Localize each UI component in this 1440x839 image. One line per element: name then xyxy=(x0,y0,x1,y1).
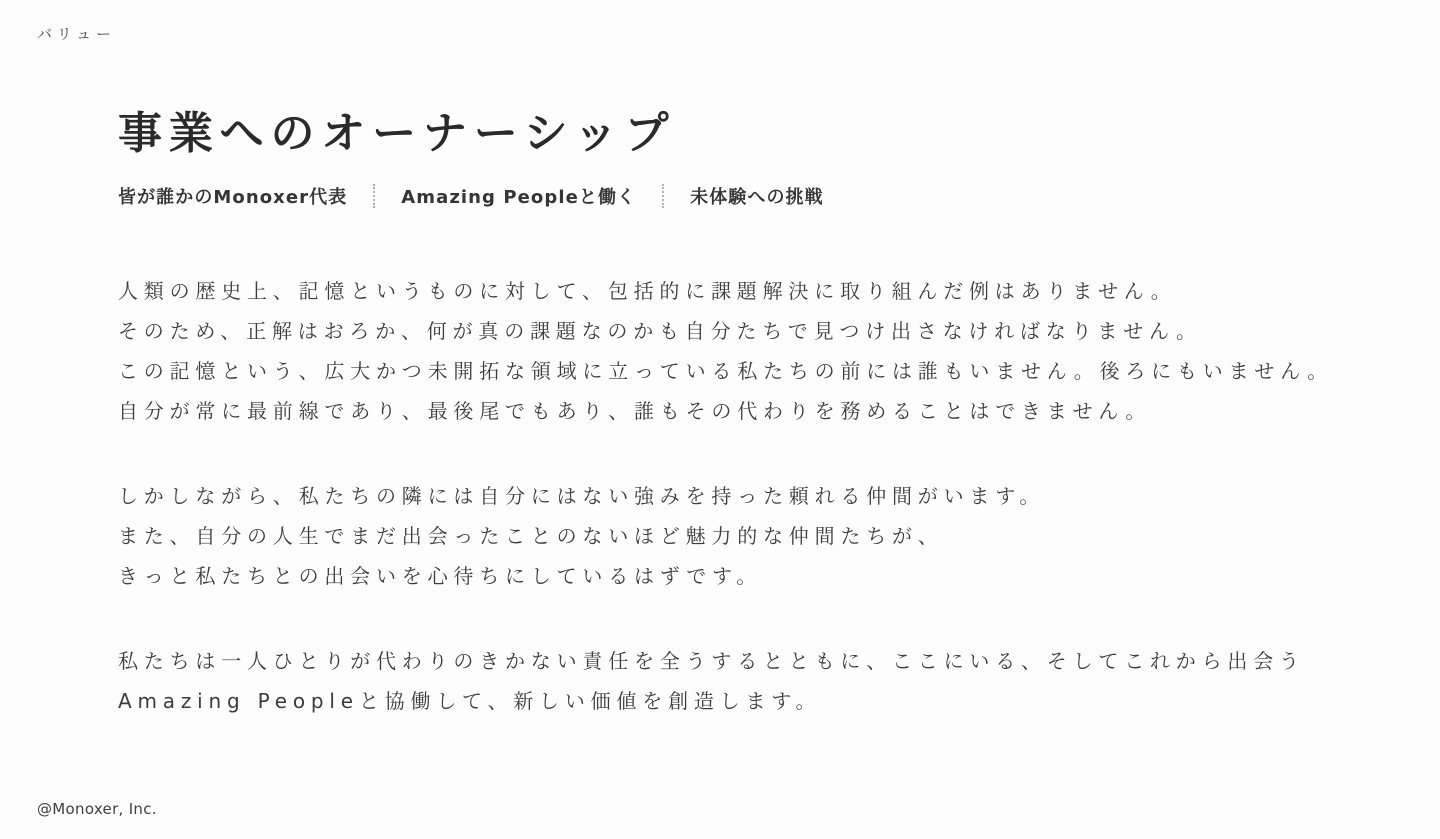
dotted-divider xyxy=(373,184,375,208)
body-line: Amazing Peopleと協働して、新しい価値を創造します。 xyxy=(118,689,822,713)
body-line: 人類の歴史上、記憶というものに対して、包括的に課題解決に取り組んだ例はありません。 xyxy=(118,279,1177,303)
body-line: きっと私たちとの出会いを心待ちにしているはずです。 xyxy=(118,564,762,588)
body-line: 私たちは一人ひとりが代わりのきかない責任を全うするとともに、ここにいる、そしてこれから出会う xyxy=(118,649,1305,673)
paragraph-2 xyxy=(118,476,1408,596)
body-line: そのため、正解はおろか、何が真の課題なのかも自分たちで見つけ出さなければなりません。 xyxy=(118,319,1202,343)
body-line: しかしながら、私たちの隣には自分にはない強みを持った頼れる仲間がいます。 xyxy=(118,484,1046,508)
paragraph-1 xyxy=(118,271,1408,431)
body-line: この記憶という、広大かつ未開拓な領域に立っている私たちの前には誰もいません。後ろにもいません。 xyxy=(118,359,1333,383)
value-body xyxy=(118,271,1408,721)
slide-kicker: バリュー xyxy=(37,25,116,43)
paragraph-3 xyxy=(118,641,1408,721)
slide-content xyxy=(118,106,1408,721)
tag-mitaiken-eno-chosen: 未体験への挑戦 xyxy=(690,187,824,208)
tag-amazing-people-to-hataraku: Amazing Peopleと働く xyxy=(401,187,637,208)
tag-minna-ga-dareka-no-monoxer-daihyo: 皆が誰かのMonoxer代表 xyxy=(118,187,348,208)
body-line: また、自分の人生でまだ出会ったことのないほど魅力的な仲間たちが、 xyxy=(118,524,944,548)
company-credit: @Monoxer, Inc. xyxy=(37,800,157,818)
dotted-divider xyxy=(662,184,664,208)
body-line: 自分が常に最前線であり、最後尾でもあり、誰もその代わりを務めることはできません。 xyxy=(118,399,1152,423)
value-title: 事業へのオーナーシップ xyxy=(118,108,676,159)
value-tag-row xyxy=(118,183,1408,209)
